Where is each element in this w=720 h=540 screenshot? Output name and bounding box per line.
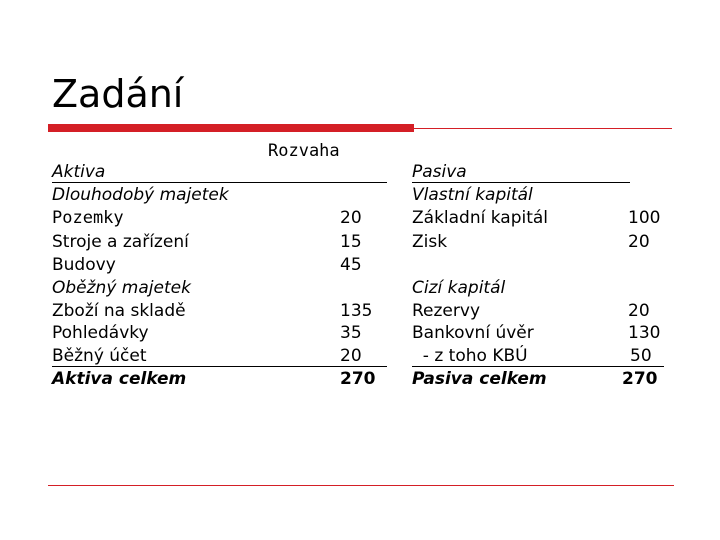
assets-total-label: Aktiva celkem [52, 369, 187, 389]
liabilities-row-value: 50 [630, 346, 652, 366]
assets-row-value: 20 [340, 346, 362, 366]
assets-total-value: 270 [340, 369, 376, 389]
liabilities-total-label: Pasiva celkem [412, 369, 547, 389]
assets-row-label: Stroje a zařízení [52, 232, 189, 252]
slide-title: Zadání [52, 72, 184, 116]
assets-total-rule [52, 366, 387, 367]
assets-row-value: 15 [340, 232, 362, 252]
assets-row-label: Dlouhodobý majetek [52, 185, 229, 205]
liabilities-row-label: Rezervy [412, 301, 480, 321]
liabilities-header-rule [412, 182, 630, 183]
liabilities-total-rule [412, 366, 664, 367]
assets-row-value: 35 [340, 323, 362, 343]
liabilities-row-value: 130 [628, 323, 661, 343]
assets-row-value: 20 [340, 208, 362, 228]
assets-row-label: Oběžný majetek [52, 278, 191, 298]
liabilities-total-value: 270 [622, 369, 658, 389]
title-underline-thin [414, 128, 672, 129]
balance-sheet-title: Rozvaha [268, 141, 340, 161]
assets-header: Aktiva [52, 162, 106, 182]
assets-row-label: Běžný účet [52, 346, 147, 366]
assets-row-label: Pozemky [52, 208, 124, 228]
liabilities-row-label: - z toho KBÚ [412, 346, 528, 366]
liabilities-row-label: Cizí kapitál [412, 278, 506, 298]
title-underline-bar [48, 124, 414, 132]
assets-row-label: Zboží na skladě [52, 301, 186, 321]
assets-row-label: Pohledávky [52, 323, 149, 343]
assets-row-value: 135 [340, 301, 373, 321]
footer-rule [48, 485, 674, 486]
assets-row-label: Budovy [52, 255, 116, 275]
assets-row-value: 45 [340, 255, 362, 275]
liabilities-row-label: Vlastní kapitál [412, 185, 533, 205]
liabilities-row-value: 20 [628, 301, 650, 321]
liabilities-header: Pasiva [412, 162, 467, 182]
liabilities-row-value: 100 [628, 208, 661, 228]
assets-header-rule [52, 182, 387, 183]
liabilities-row-label: Základní kapitál [412, 208, 549, 228]
liabilities-row-label: Bankovní úvěr [412, 323, 534, 343]
liabilities-row-value: 20 [628, 232, 650, 252]
liabilities-row-label: Zisk [412, 232, 448, 252]
